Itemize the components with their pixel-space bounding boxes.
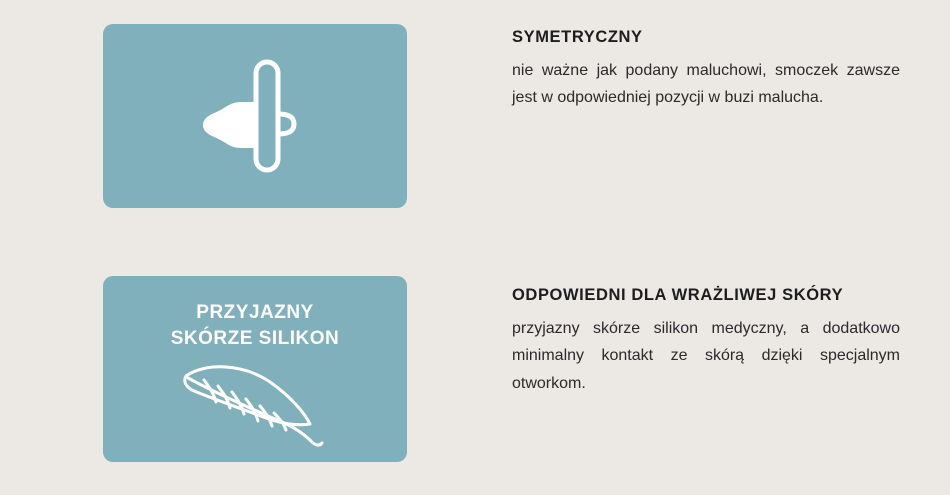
feature-title: SYMETRYCZNY bbox=[512, 28, 643, 46]
feature-title: ODPOWIEDNI DLA WRAŻLIWEJ SKÓRY bbox=[512, 286, 844, 304]
feature-body: nie ważne jak podany maluchowi, smoczek zawsze jest w odpowiedniej pozycji w buzi malucha. bbox=[512, 61, 900, 107]
tile-caption-line-2: SKÓRZE SILIKON bbox=[170, 327, 340, 349]
tile-caption-line-1: PRZYJAZNY bbox=[196, 302, 314, 323]
feather-icon bbox=[103, 356, 407, 452]
pacifier-icon bbox=[103, 54, 407, 178]
feature-text-block bbox=[512, 254, 950, 397]
feature-text-block bbox=[512, 0, 950, 112]
tile-caption bbox=[103, 300, 407, 351]
feature-row bbox=[0, 0, 950, 208]
feature-tile-wrap bbox=[0, 0, 512, 208]
feature-tile-symmetric bbox=[103, 24, 407, 208]
feature-row bbox=[0, 254, 950, 462]
feature-body: przyjazny skórze silikon medyczny, a dodatkowo minimalny kontakt ze skórą dzięki specjalnym otworkom. bbox=[512, 319, 900, 392]
feature-tile-skin-friendly bbox=[103, 276, 407, 462]
feature-tile-wrap bbox=[0, 254, 512, 462]
